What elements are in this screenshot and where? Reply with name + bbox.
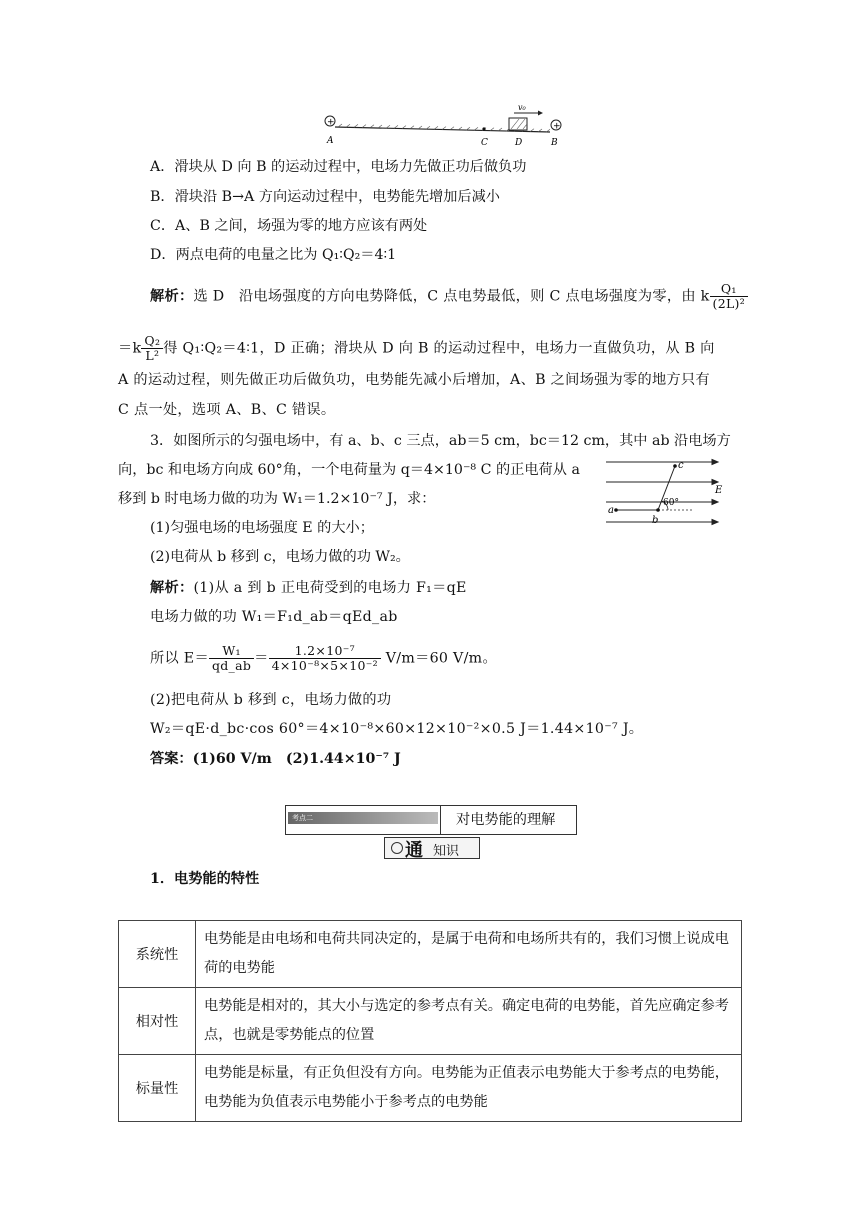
problem3-q2: (2)电荷从 b 移到 c，电场力做的功 W₂。 <box>150 549 410 565</box>
badge-icon <box>391 842 403 854</box>
fig-label-b: b <box>652 515 659 526</box>
fraction-values: $\frac{\text{1.2×10⁻⁷}}{\text{4×10⁻⁸×5×10⁻²}}$ <box>269 644 381 673</box>
section-banner <box>285 805 577 835</box>
badge-big: 通 <box>405 840 423 861</box>
fig-label-a: a <box>608 505 614 516</box>
solution-label: 解析： <box>150 288 194 305</box>
solution3-line3: 所以 E＝ $\frac{\text{W₁}}{qd\_ab}$ ＝ $\frac{\text{1.2×10⁻⁷}}{\text{4×10⁻⁸×5×10⁻²}}$ V/m＝60 V/m。 <box>150 643 497 673</box>
table-row: 相对性 电势能是相对的，其大小与选定的参考点有关。确定电荷的电势能，首先应确定参考点，也就是零势能点的位置 <box>119 988 742 1055</box>
solution3-line2: 电场力做的功 W₁＝F₁d_ab＝qEd_ab <box>150 609 398 625</box>
field-figure <box>600 452 730 530</box>
option-a: A．滑块从 D 向 B 的运动过程中，电场力先做正功后做负功 <box>150 159 527 175</box>
badge-small: 知识 <box>433 844 460 859</box>
section-title: 对电势能的理解 <box>456 812 556 828</box>
table-row: 系统性 电势能是由电场和电荷共同决定的，是属于电荷和电场所共有的，我们习惯上说成电荷的电势能 <box>119 921 742 988</box>
section-tag: 考点二 <box>292 814 313 822</box>
problem3-line3: 移到 b 时电场力做的功为 W₁＝1.2×10⁻⁷ J，求： <box>118 491 436 507</box>
fraction-q1: $\frac{\text{Q₁}}{\text{(2L)²}}$ <box>710 282 749 311</box>
label-d: D <box>515 138 523 148</box>
point-c-dot <box>482 127 485 130</box>
solution2-line3: A 的运动过程，则先做正功后做负功，电势能先减小后增加，A、B 之间场强为零的地方只有 <box>118 372 710 388</box>
label-c: C <box>481 138 488 148</box>
answer3: 答案：(1)60 V/m (2)1.44×10⁻⁷ J <box>150 751 401 767</box>
properties-table <box>118 920 742 1122</box>
incline-figure <box>318 100 578 150</box>
charge-a-sign: + <box>327 117 335 128</box>
option-b: B．滑块沿 B→A 方向运动过程中，电势能先增加后减小 <box>150 189 500 205</box>
section-badge <box>384 837 480 859</box>
option-c: C．A、B 之间，场强为零的地方应该有两处 <box>150 218 428 234</box>
label-a: A <box>327 136 334 146</box>
label-b: B <box>551 138 558 148</box>
problem3-line2: 向，bc 和电场方向成 60°角，一个电荷量为 q＝4×10⁻⁸ C 的正电荷从 a <box>118 462 580 478</box>
option-d: D．两点电荷的电量之比为 Q₁∶Q₂＝4∶1 <box>150 247 397 263</box>
fraction-q2: $\frac{\text{Q₂}}{\text{L²}}$ <box>141 334 163 363</box>
fraction-w1: $\frac{\text{W₁}}{qd\_ab}$ <box>209 644 254 673</box>
problem3-line1: 3．如图所示的匀强电场中，有 a、b、c 三点，ab＝5 cm，bc＝12 cm，其中 ab 沿电场方 <box>150 433 731 449</box>
fig-angle: 60° <box>663 498 679 508</box>
solution3-line4: (2)把电荷从 b 移到 c，电场力做的功 <box>150 692 392 708</box>
fig-label-e: E <box>715 485 723 496</box>
solution2-line1: 解析：选 D 沿电场强度的方向电势降低，C 点电势最低，则 C 点电场强度为零，由 k $\frac{\text{Q₁}}{\text{(2L)²}}$ <box>150 282 748 311</box>
label-v0: v₀ <box>518 103 526 112</box>
section-tag-bar <box>288 812 438 824</box>
charge-b-sign: + <box>553 121 561 132</box>
solution3-line1: 解析：(1)从 a 到 b 正电荷受到的电场力 F₁＝qE <box>150 580 467 596</box>
table-row: 标量性 电势能是标量，有正负但没有方向。电势能为正值表示电势能大于参考点的电势能，电势能为负值表示电势能小于参考点的电势能 <box>119 1055 742 1122</box>
solution2-line4: C 点一处，选项 A、B、C 错误。 <box>118 402 336 418</box>
solution3-line5: W₂＝qE·d_bc·cos 60°＝4×10⁻⁸×60×12×10⁻²×0.5 J＝1.44×10⁻⁷ J。 <box>150 721 644 737</box>
solution2-line2: ＝k $\frac{\text{Q₂}}{\text{L²}}$ 得 Q₁∶Q₂＝4∶1，D 正确；滑块从 D 向 B 的运动过程中，电场力一直做负功，从 B 向 <box>118 333 715 363</box>
heading-properties: 1．电势能的特性 <box>150 871 260 887</box>
fig-label-c: c <box>678 460 684 471</box>
problem3-q1: (1)匀强电场的电场强度 E 的大小； <box>150 520 374 536</box>
